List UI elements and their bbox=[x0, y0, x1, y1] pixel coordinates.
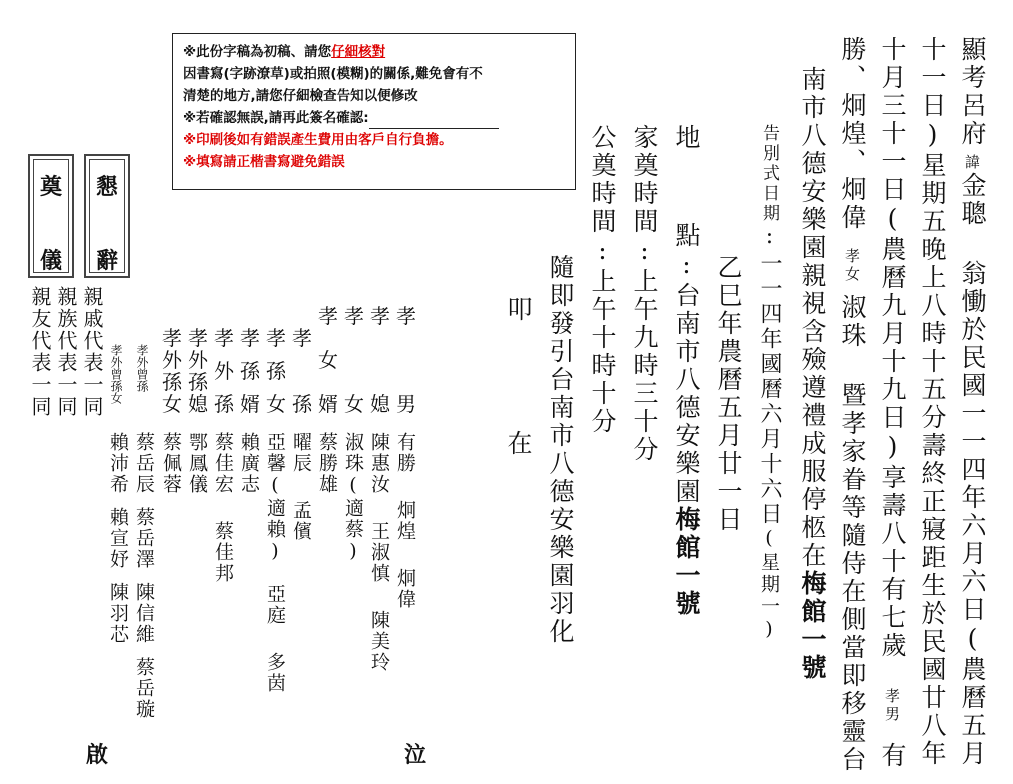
decline-char-2: 辭 bbox=[95, 248, 118, 274]
notice-line-6: ※填寫請正楷書寫避免錯誤 bbox=[183, 154, 345, 170]
coffin-location: 梅館一號 bbox=[798, 570, 827, 682]
family-member-name: 蔡岳璇 bbox=[133, 657, 155, 720]
relation-label: 孝 孫 婿 bbox=[240, 326, 263, 416]
deceased-prefix: 顯考呂府 bbox=[958, 36, 987, 148]
son-label: 孝男 bbox=[883, 688, 901, 724]
deceased-name-text: 金聰 翁慟於民國一一四年六月六日(農曆五月 bbox=[958, 172, 987, 768]
decline-char-1: 懇 bbox=[95, 174, 118, 200]
family-member-name: 賴宣妤 bbox=[107, 507, 129, 570]
family-member-name: 陳信維 bbox=[133, 582, 155, 645]
location-label: 地 bbox=[672, 124, 701, 152]
notice-line-3: 清楚的地方,請您仔細檢查告知以便修改 bbox=[183, 88, 418, 104]
family-member-name: 賴廣志 bbox=[238, 432, 260, 495]
family-member-name: 多茵 bbox=[264, 652, 286, 694]
family-member-name: 陳美玲 bbox=[368, 610, 390, 673]
relation-label: 孝 外 孫 bbox=[214, 326, 237, 416]
relation-label: 孝 外 孫 媳 bbox=[188, 326, 211, 416]
offering-char-2: 儀 bbox=[39, 248, 62, 274]
relation-label: 孝 女 bbox=[344, 304, 367, 416]
location-value: 點:台南市八德安樂園 bbox=[672, 222, 701, 506]
family-member-name: 炯偉 bbox=[394, 568, 416, 610]
funeral-date-column bbox=[758, 124, 780, 643]
funeral-weekday: (星期一) bbox=[758, 527, 780, 643]
notice-line-5: ※印刷後如有錯誤產生費用由客戶自行負擔。 bbox=[183, 132, 453, 148]
footer-right: 泣 bbox=[404, 742, 427, 768]
relation-label-small: 孝外曾孫女 bbox=[109, 344, 123, 404]
lunar-date: 乙巳年農曆五月廿一日 bbox=[714, 254, 743, 534]
family-member-name: 孟儐 bbox=[290, 500, 312, 542]
obit-column-3 bbox=[880, 36, 905, 770]
obit-column-3-text: 十月三十一日(農曆九月十九日)享壽八十有七歲 bbox=[878, 36, 907, 660]
family-member-name: 有勝 bbox=[394, 432, 416, 474]
family-member-name: 蔡岳辰 bbox=[133, 432, 155, 495]
notice-check-carefully: 仔細核對 bbox=[331, 44, 386, 60]
family-member-name: 亞庭 bbox=[264, 584, 286, 626]
representatives: 親族代表一同 bbox=[54, 286, 78, 418]
family-member-name: 賴沛希 bbox=[107, 432, 129, 495]
offering-box bbox=[28, 154, 74, 278]
family-member-name: 蔡勝雄 bbox=[316, 432, 338, 495]
family-member-name: 蔡岳澤 bbox=[133, 507, 155, 570]
obit-column-4 bbox=[840, 36, 865, 774]
family-member-name: 亞馨(適賴) bbox=[264, 432, 286, 564]
relation-label: 孝 孫 bbox=[292, 326, 315, 416]
notice-line-2: 因書寫(字跡潦草)或拍照(模糊)的關係,難免會有不 bbox=[183, 66, 483, 82]
family-member-name: 炯煌 bbox=[394, 500, 416, 542]
funeral-date-label: 告別式日期 bbox=[759, 124, 779, 224]
family-member-name: 曜辰 bbox=[290, 432, 312, 474]
relation-label-small: 孝外曾孫 bbox=[135, 344, 149, 392]
bow-text: 叩 在 bbox=[504, 296, 533, 495]
signature-line[interactable] bbox=[369, 114, 499, 129]
notice-line-1: ※此份字稿為初稿、請您 bbox=[183, 44, 332, 60]
offering-char-1: 奠 bbox=[39, 174, 62, 200]
notice-line-4: ※若確認無誤,請再此簽名確認: bbox=[183, 110, 369, 126]
obit-column-4-tail: 淑珠 暨孝家眷等隨侍在側當即移靈台 bbox=[838, 294, 867, 774]
proof-notice bbox=[172, 33, 576, 190]
procession-note: 隨即發引台南市八德安樂園羽化 bbox=[546, 254, 575, 646]
family-member-name: 鄂鳳儀 bbox=[186, 432, 208, 495]
relation-label: 孝 孫 女 bbox=[266, 326, 289, 416]
obit-column-2: 十一日)星期五晚上八時十五分壽終正寢距生於民國廿八年 bbox=[918, 36, 947, 768]
family-member-name: 蔡佳邦 bbox=[212, 521, 234, 584]
location-hall: 梅館一號 bbox=[672, 506, 701, 618]
decline-box bbox=[84, 154, 130, 278]
public-rite-time: 公奠時間:上午十時十分 bbox=[588, 124, 617, 436]
family-member-name: 蔡佳宏 bbox=[212, 432, 234, 495]
daughter-label: 孝女 bbox=[843, 248, 861, 284]
title-mark: 諱 bbox=[963, 154, 981, 172]
family-rite-time: 家奠時間:上午九時三十分 bbox=[630, 124, 659, 464]
family-member-name: 王淑慎 bbox=[368, 521, 390, 584]
obit-column-5-text: 南市八德安樂園親視含殮遵禮成服停柩在 bbox=[798, 66, 827, 570]
obit-column-4-text: 勝、炯煌、炯偉 bbox=[838, 36, 867, 232]
relation-label: 孝 女 婿 bbox=[318, 304, 341, 416]
family-member-name: 淑珠(適蔡) bbox=[342, 432, 364, 564]
footer-left: 啟 bbox=[86, 742, 109, 768]
relation-label: 孝 媳 bbox=[370, 304, 393, 416]
location-column bbox=[674, 124, 699, 618]
obit-column-1 bbox=[960, 36, 985, 768]
family-member-name: 陳惠汝 bbox=[368, 432, 390, 495]
son-first-char: 有 bbox=[878, 742, 907, 770]
representatives: 親戚代表一同 bbox=[80, 286, 104, 418]
family-member-name: 陳羽芯 bbox=[107, 582, 129, 645]
relation-label: 孝 男 bbox=[396, 304, 419, 416]
family-member-name: 蔡佩蓉 bbox=[160, 432, 182, 495]
relation-label: 孝 外 孫 女 bbox=[162, 326, 185, 416]
funeral-date-value: :一一四年國曆六月十六日 bbox=[757, 224, 782, 527]
representatives: 親友代表一同 bbox=[28, 286, 52, 418]
obit-column-5 bbox=[800, 66, 825, 682]
